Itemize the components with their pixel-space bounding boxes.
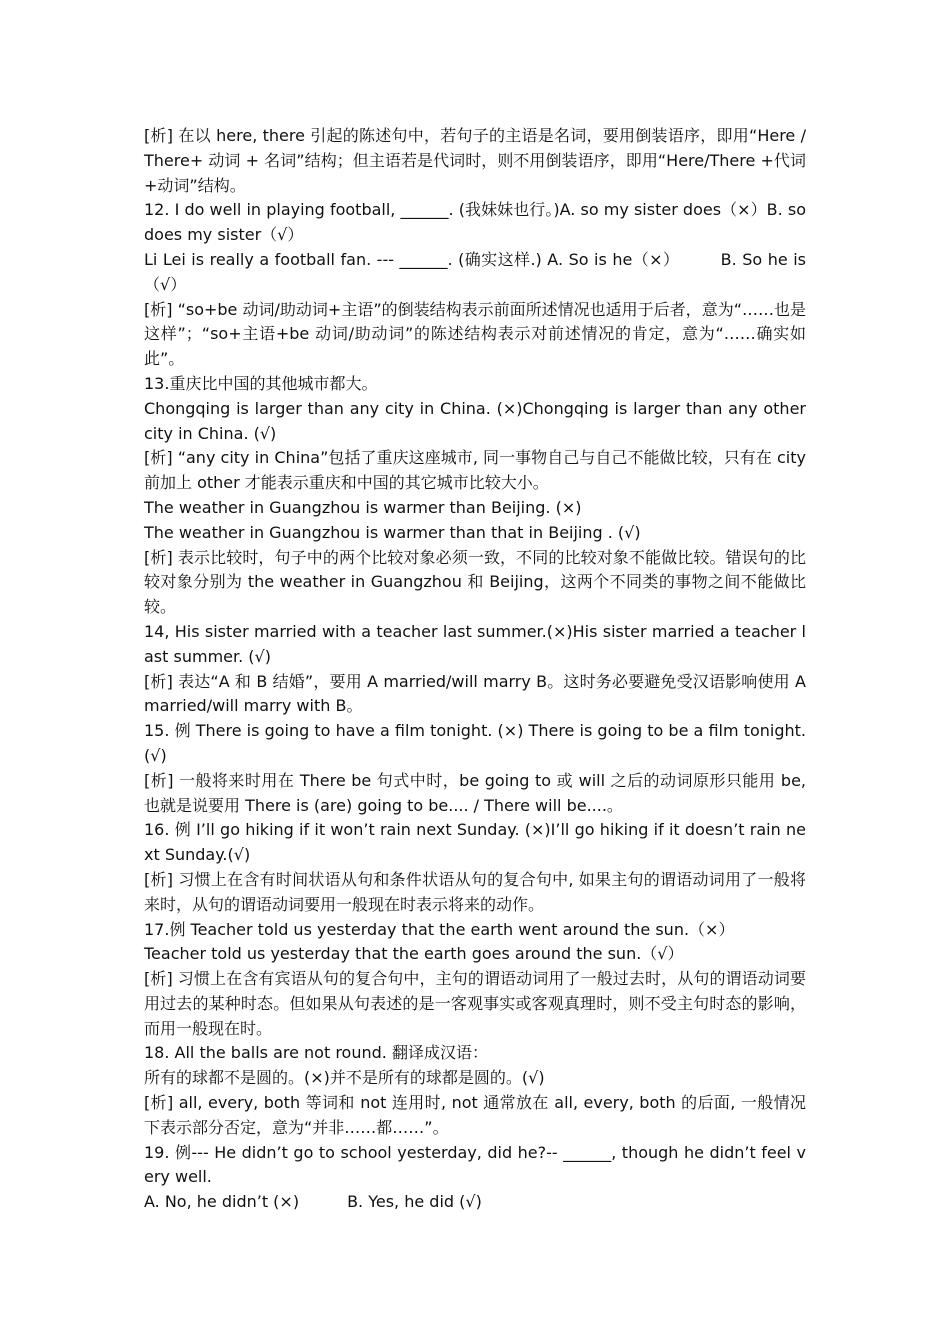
text-paragraph: [析] 在以 here, there 引起的陈述句中，若句子的主语是名词，要用倒装语序，即用“Here /There+ 动词 + 名词”结构；但主语若是代词时，则不用倒装语序，即用“Here/There +代词+动词”结构。 xyxy=(144,126,806,195)
text-paragraph: Li Lei is really a football fan. --- ______. (确实这样.) A. So is he（×） B. So he is（√） xyxy=(144,249,806,294)
text-paragraph: [析] 习惯上在含有时间状语从句和条件状语从句的复合句中, 如果主句的谓语动词用了一般将来时，从句的谓语动词要用一般现在时表示将来的动作。 xyxy=(144,869,806,914)
text-paragraph: A. No, he didn’t (×) B. Yes, he did (√) xyxy=(144,1192,482,1212)
text-paragraph: 19. 例--- He didn’t go to school yesterday, did he?-- ______, though he didn’t feel very well. xyxy=(144,1142,806,1187)
text-paragraph: [析] 习惯上在含有宾语从句的复合句中，主句的谓语动词用了一般过去时，从句的谓语动词要用过去的某种时态。但如果从句表述的是一客观事实或客观真理时，则不受主句时态的影响，而用一般现在时。 xyxy=(144,969,806,1038)
text-paragraph: Chongqing is larger than any city in China. (×)Chongqing is larger than any other city in China. (√) xyxy=(144,398,806,443)
text-paragraph: 18. All the balls are not round. 翻译成汉语： xyxy=(144,1043,488,1063)
text-paragraph: 14, His sister married with a teacher last summer.(×)His sister married a teacher last summer. (√) xyxy=(144,621,806,666)
text-paragraph: 15. 例 There is going to have a film tonight. (×) There is going to be a film tonight. (√) xyxy=(144,721,806,765)
text-paragraph: [析] “any city in China”包括了重庆这座城市, 同一事物自己与自己不能做比较，只有在 city 前加上 other 才能表示重庆和中国的其它城市比较大小。 xyxy=(144,448,806,493)
text-paragraph: [析] 表示比较时，句子中的两个比较对象必须一致，不同的比较对象不能做比较。错误句的比较对象分别为 the weather in Guangzhou 和 Beijing，这两个不同类的事物之间不能做比较。 xyxy=(144,547,806,617)
text-paragraph: 所有的球都不是圆的。(×)并不是所有的球都是圆的。(√) xyxy=(144,1068,545,1088)
text-paragraph: The weather in Guangzhou is warmer than Beijing. (×) xyxy=(144,497,582,517)
text-paragraph: 12. I do well in playing football, ______. (我妹妹也行。)A. so my sister does（×）B. so does my sister（√） xyxy=(144,200,806,245)
text-paragraph: The weather in Guangzhou is warmer than that in Beijing . (√) xyxy=(144,522,641,542)
text-paragraph: Teacher told us yesterday that the earth goes around the sun.（√） xyxy=(144,944,684,964)
document-body xyxy=(144,124,806,1215)
text-paragraph: [析] all, every, both 等词和 not 连用时, not 通常放在 all, every, both 的后面, 一般情况下表示部分否定，意为“并非……都……”。 xyxy=(144,1093,806,1137)
text-paragraph: 13.重庆比中国的其他城市都大。 xyxy=(144,373,378,393)
text-paragraph: [析] “so+be 动词/助动词+主语”的倒装结构表示前面所述情况也适用于后者，意为“……也是这样”；“so+主语+be 动词/助动词”的陈述结构表示对前述情况的肯定，意为“……确实如此”。 xyxy=(144,299,806,369)
text-paragraph: [析] 表达“A 和 B 结婚”，要用 A married/will marry B。这时务必要避免受汉语影响使用 A married/will marry with B。 xyxy=(144,671,806,716)
text-paragraph: [析] 一般将来时用在 There be 句式中时，be going to 或 will 之后的动词原形只能用 be, 也就是说要用 There is (are) going to be.... / There will be....。 xyxy=(144,770,806,815)
text-paragraph: 17.例 Teacher told us yesterday that the earth went around the sun.（×） xyxy=(144,919,735,939)
text-paragraph: 16. 例 I’ll go hiking if it won’t rain next Sunday. (×)I’ll go hiking if it doesn’t rain next Sunday.(√) xyxy=(144,820,806,865)
